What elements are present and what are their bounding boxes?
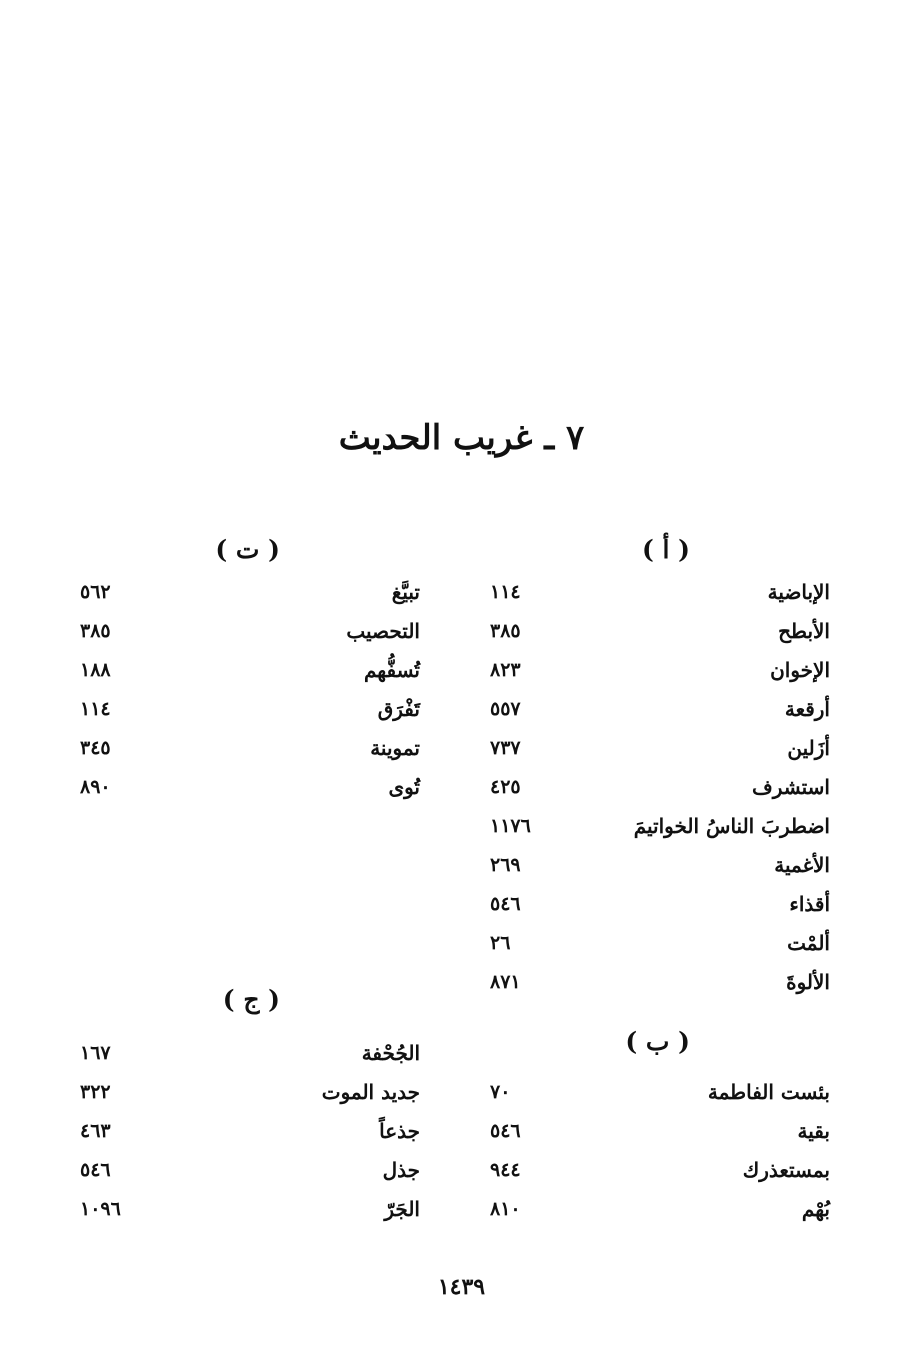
list-item [490, 689, 830, 729]
entry-page: ٧٣٧ [490, 737, 521, 759]
list-item [80, 689, 420, 729]
list-item [490, 728, 830, 768]
section-heading-ba: ( ب ) [625, 1027, 690, 1056]
entry-term: الأغمية [774, 853, 830, 877]
entry-term: تُوى [388, 775, 420, 799]
entry-page: ١١٧٦ [490, 815, 531, 837]
list-item [490, 767, 830, 807]
entry-page: ١١٤ [80, 698, 111, 720]
entry-page: ٥٤٦ [490, 893, 521, 915]
list-item [80, 1111, 420, 1151]
entry-term: الألوةَ [786, 970, 830, 994]
list-item [490, 611, 830, 651]
entry-page: ٢٦ [490, 932, 511, 954]
entry-page: ٨٢٣ [490, 659, 521, 681]
entry-term: بئست الفاطمة [707, 1080, 830, 1104]
list-item [490, 1189, 830, 1229]
list-item [80, 611, 420, 651]
entry-term: التحصيب [346, 619, 420, 643]
entry-page: ٤٦٣ [80, 1120, 111, 1142]
list-item [80, 728, 420, 768]
list-item [80, 1150, 420, 1190]
entry-term: ألمْت [787, 931, 830, 955]
entry-term: بقية [797, 1119, 830, 1143]
entry-page: ٨١٠ [490, 1198, 521, 1220]
entry-page: ١٠٩٦ [80, 1198, 121, 1220]
list-item [490, 806, 830, 846]
entry-term: بمستعذرك [742, 1158, 830, 1182]
entry-term: جديد الموت [321, 1080, 420, 1104]
list-item [80, 767, 420, 807]
entry-term: الإباضية [767, 580, 830, 604]
section-heading-jim: ( ج ) [222, 985, 280, 1014]
entry-page: ٣٢٢ [80, 1081, 111, 1103]
entry-page: ٨٧١ [490, 971, 521, 993]
entry-page: ٩٤٤ [490, 1159, 521, 1181]
entry-term: أرقعة [784, 697, 830, 721]
entry-term: الأبطح [778, 619, 830, 643]
entry-term: تبيَّغ [391, 580, 420, 604]
page-title: ٧ ـ غريب الحديث [338, 418, 585, 458]
section-heading-alif: ( أ ) [641, 535, 690, 564]
entry-term: استشرف [752, 775, 830, 799]
list-item [490, 884, 830, 924]
entry-term: أقذاء [789, 892, 830, 916]
entry-page: ٣٨٥ [490, 620, 521, 642]
list-item [80, 572, 420, 612]
entry-term: الجَرّ [384, 1197, 420, 1221]
list-item [490, 650, 830, 690]
list-item [80, 1072, 420, 1112]
list-item [80, 1033, 420, 1073]
entry-page: ٣٤٥ [80, 737, 111, 759]
list-item [80, 650, 420, 690]
list-item [490, 572, 830, 612]
entry-page: ٧٠ [490, 1081, 511, 1103]
entry-term: جذل [382, 1158, 420, 1182]
entry-page: ٢٦٩ [490, 854, 521, 876]
list-item [490, 1150, 830, 1190]
entry-term: اضطربَ الناسُ الخواتيمَ [633, 814, 830, 838]
entry-page: ٥٤٦ [490, 1120, 521, 1142]
section-heading-ta: ( ت ) [215, 535, 280, 564]
list-item [490, 1111, 830, 1151]
entry-page: ١٨٨ [80, 659, 111, 681]
page-number: ١٤٣٩ [437, 1274, 486, 1300]
list-item [490, 962, 830, 1002]
entry-page: ٤٢٥ [490, 776, 521, 798]
entry-page: ٣٨٥ [80, 620, 111, 642]
list-item [490, 845, 830, 885]
entry-page: ٥٤٦ [80, 1159, 111, 1181]
entry-term: تُسفُّهم [363, 658, 420, 682]
entry-page: ٨٩٠ [80, 776, 111, 798]
entry-term: تَفْرَق [377, 697, 420, 721]
entry-page: ١٦٧ [80, 1042, 111, 1064]
entry-term: بُهْم [801, 1197, 830, 1221]
entry-term: جذعاً [379, 1119, 420, 1143]
entry-term: أزَلين [787, 736, 830, 760]
list-item [490, 923, 830, 963]
list-item [490, 1072, 830, 1112]
list-item [80, 1189, 420, 1229]
entry-page: ٥٥٧ [490, 698, 521, 720]
entry-term: الإخوان [770, 658, 830, 682]
entry-page: ١١٤ [490, 581, 521, 603]
entry-page: ٥٦٢ [80, 581, 111, 603]
entry-term: الجُحْفة [361, 1041, 420, 1065]
entry-term: تموينة [370, 736, 420, 760]
